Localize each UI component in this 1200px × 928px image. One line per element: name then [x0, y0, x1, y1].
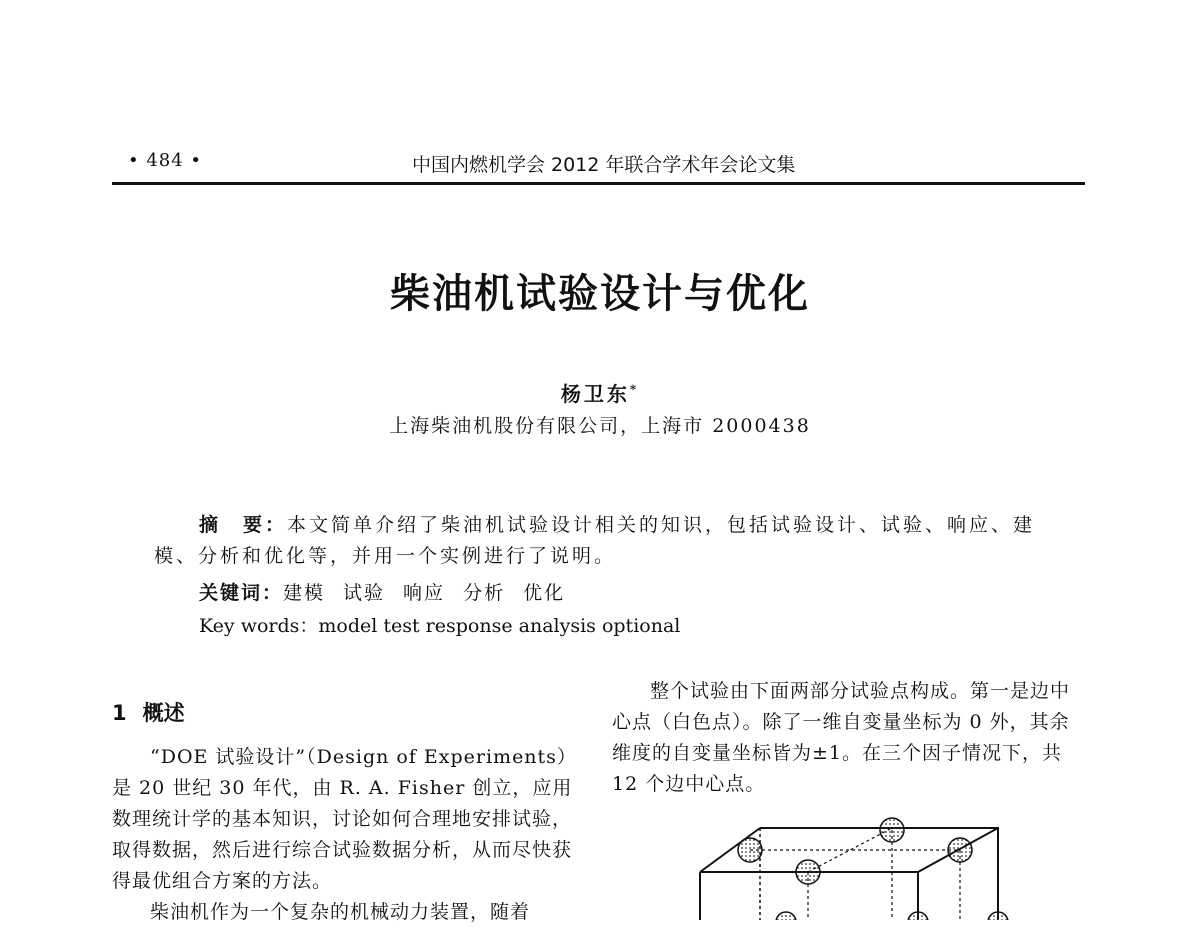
edge-center-point	[738, 838, 762, 862]
abstract-text: 本文简单介绍了柴油机试验设计相关的知识，包括试验设计、试验、响应、建模、分析和优化等，并用一个实例进行了说明。	[154, 514, 1036, 567]
cube-design-figure	[680, 810, 1040, 920]
keywords-cn	[199, 578, 583, 605]
cube-edge	[808, 828, 892, 872]
edge-center-point	[776, 912, 796, 920]
author-name: 杨卫东	[560, 382, 630, 406]
body-paragraph: 整个试验由下面两部分试验点构成。第一是边中心点（白色点）。除了一维自变量坐标为 0 外，其余维度的自变量坐标皆为±1。在三个因子情况下，共 12 个边中心点。	[612, 680, 1071, 795]
body-paragraph: “DOE 试验设计”（Design of Experiments）是 20 世纪 30 年代，由 R. A. Fisher 创立，应用数理统计学的基本知识，讨论如何合理地安排试验，取得数据，然后进行综合试验数据分析，从而尽快获得最优组合方案的方法。	[112, 746, 577, 892]
keyword: 响应	[403, 582, 446, 604]
header-rule	[112, 182, 1085, 185]
right-column	[612, 676, 1085, 800]
keywords-en: Key words：model test response analysis optional	[199, 615, 681, 637]
section-heading	[112, 697, 185, 727]
section-title: 概述	[142, 701, 185, 725]
author-mark: *	[629, 382, 640, 397]
journal-title: 中国内燃机学会 2012 年联合学术年会论文集	[412, 154, 796, 176]
keyword: 优化	[523, 582, 566, 604]
abstract	[154, 510, 1044, 572]
body-paragraph: 柴油机作为一个复杂的机械动力装置，随着	[150, 901, 531, 923]
left-column	[112, 742, 577, 928]
author	[0, 378, 1200, 407]
keyword: 试验	[343, 582, 386, 604]
keywords-label: 关键词：	[199, 582, 284, 604]
page-number: • 484 •	[128, 150, 203, 171]
edge-center-point	[988, 912, 1008, 920]
edge-center-point	[880, 818, 904, 842]
edge-center-point	[908, 912, 928, 920]
affiliation: 上海柴油机股份有限公司，上海市 2000438	[389, 415, 811, 437]
section-number: 1	[112, 701, 127, 725]
edge-center-point	[796, 860, 820, 884]
edge-center-point	[948, 838, 972, 862]
abstract-label: 摘 要：	[199, 514, 288, 536]
keyword: 分析	[463, 582, 506, 604]
paper-title: 柴油机试验设计与优化	[390, 270, 810, 317]
keyword: 建模	[283, 582, 326, 604]
